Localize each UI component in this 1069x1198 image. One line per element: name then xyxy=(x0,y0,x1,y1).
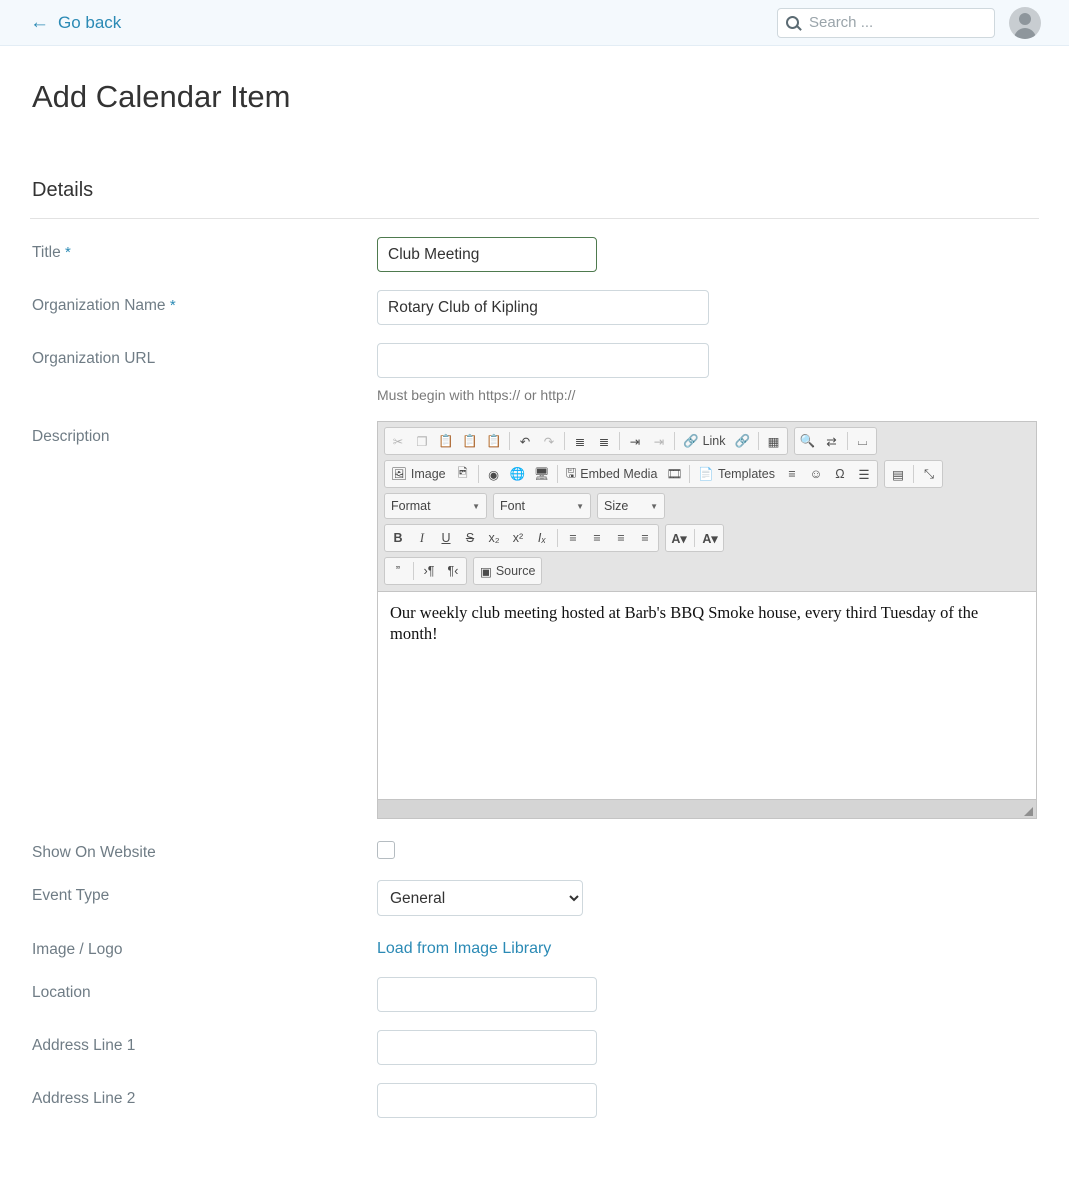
flash-icon[interactable]: ◉ xyxy=(488,467,500,482)
align-left-icon[interactable]: ≡ xyxy=(569,531,577,545)
templates-icon: 📄 xyxy=(698,466,714,481)
top-bar-right xyxy=(777,7,1041,39)
paste-text-icon[interactable]: 📋 xyxy=(462,433,478,448)
justify-icon[interactable]: ≡ xyxy=(641,531,649,545)
separator xyxy=(557,465,558,483)
subscript-icon[interactable]: x₂ xyxy=(488,531,500,545)
search-input[interactable] xyxy=(807,13,986,32)
go-back-label: Go back xyxy=(58,12,122,32)
templates-label: Templates xyxy=(717,467,775,481)
color-group xyxy=(665,524,724,552)
organization-url-helper: Must begin with https:// or http:// xyxy=(377,387,576,403)
numbered-list-icon[interactable]: ≣ xyxy=(574,434,586,449)
font-select-label: Font xyxy=(500,499,526,513)
superscript-icon[interactable]: x² xyxy=(512,531,524,545)
omega-icon[interactable]: Ω xyxy=(835,467,845,481)
label-image-logo: Image / Logo xyxy=(32,941,123,958)
unlink-icon[interactable]: 🔗 xyxy=(734,433,751,448)
search-icon xyxy=(786,16,799,29)
chevron-down-icon: ▼ xyxy=(576,501,584,511)
address-line-2-input[interactable] xyxy=(377,1083,597,1118)
section-divider xyxy=(30,218,1039,219)
remove-format-icon[interactable]: Iₓ xyxy=(537,531,547,545)
text-highlight-icon[interactable]: A▾ xyxy=(671,531,687,546)
organization-name-input[interactable] xyxy=(377,290,709,325)
separator xyxy=(694,529,695,547)
show-on-website-checkbox[interactable] xyxy=(377,841,395,859)
label-organization-url: Organization URL xyxy=(32,350,156,367)
paste-icon[interactable]: 📋 xyxy=(438,433,454,448)
organization-url-input[interactable] xyxy=(377,343,709,378)
page-body xyxy=(0,79,1069,1118)
separator xyxy=(674,432,675,450)
separator xyxy=(619,432,620,450)
insert-image-icon[interactable]: 🖻 xyxy=(457,465,468,480)
cut-icon[interactable]: ✂ xyxy=(392,434,404,449)
clipboard-group xyxy=(384,427,788,455)
address-line-1-input[interactable] xyxy=(377,1030,597,1065)
show-blocks-icon[interactable]: ▤ xyxy=(892,467,904,482)
bulleted-list-icon[interactable]: ≣ xyxy=(598,434,610,449)
source-group xyxy=(473,557,542,585)
location-input[interactable] xyxy=(377,977,597,1012)
size-select-label: Size xyxy=(604,499,629,513)
separator xyxy=(758,432,759,450)
rtl-icon[interactable]: ¶‹ xyxy=(447,564,459,578)
rich-text-editor xyxy=(377,421,1037,819)
field-row-organization-name xyxy=(30,290,1039,325)
iframe-icon[interactable]: 🖥 xyxy=(533,466,550,481)
required-marker: * xyxy=(169,297,176,314)
field-row-event-type xyxy=(30,880,1039,916)
link-label: Link xyxy=(702,434,726,448)
format-select-label: Format xyxy=(391,499,431,513)
toolbar-row-2 xyxy=(384,460,1030,488)
separator xyxy=(509,432,510,450)
separator xyxy=(689,465,690,483)
source-icon: ▣ xyxy=(480,564,492,579)
field-row-show-on-website xyxy=(30,837,1039,862)
underline-icon[interactable]: U xyxy=(441,531,451,545)
search-box[interactable] xyxy=(777,8,995,38)
event-type-select[interactable] xyxy=(377,880,583,916)
toolbar-row-1 xyxy=(384,427,1030,455)
editor-resize-handle[interactable] xyxy=(378,799,1036,818)
separator xyxy=(913,465,914,483)
link-button[interactable] xyxy=(678,429,731,453)
editor-toolbar xyxy=(378,422,1036,592)
label-location: Location xyxy=(32,984,91,1001)
page-break-icon[interactable]: ☰ xyxy=(858,467,870,482)
table-icon[interactable]: ▦ xyxy=(767,434,780,449)
font-select[interactable] xyxy=(493,493,591,519)
bold-icon[interactable]: B xyxy=(393,531,403,545)
link-icon: 🔗 xyxy=(683,433,699,448)
chevron-down-icon: ▼ xyxy=(472,501,480,511)
label-organization-name: Organization Name * xyxy=(32,297,176,314)
field-row-location xyxy=(30,977,1039,1012)
title-input[interactable] xyxy=(377,237,597,272)
source-button[interactable] xyxy=(475,559,540,583)
separator xyxy=(557,529,558,547)
editor-content[interactable]: Our weekly club meeting hosted at Barb's BBQ Smoke house, every third Tuesday of the month! xyxy=(390,603,979,644)
text-color-icon[interactable]: A▾ xyxy=(702,531,718,546)
find-group xyxy=(794,427,877,455)
required-marker: * xyxy=(65,244,71,261)
chevron-down-icon: ▼ xyxy=(650,501,658,511)
find-icon[interactable]: 🔍 xyxy=(799,433,816,448)
embed-media-button[interactable] xyxy=(561,462,663,486)
media-embed-icon[interactable]: 🎞 xyxy=(666,466,683,481)
field-row-title xyxy=(30,237,1039,272)
paragraph-group xyxy=(384,557,467,585)
text-format-group xyxy=(384,524,659,552)
page-title: Add Calendar Item xyxy=(32,79,291,114)
ltr-icon[interactable]: ›¶ xyxy=(423,564,435,578)
image-button[interactable] xyxy=(386,462,451,486)
avatar[interactable] xyxy=(1009,7,1041,39)
field-row-image-logo xyxy=(30,934,1039,959)
undo-icon[interactable]: ↶ xyxy=(519,434,531,449)
copy-icon[interactable]: ❐ xyxy=(416,434,428,449)
arrow-left-icon: ← xyxy=(30,12,49,33)
section-title-details: Details xyxy=(32,179,94,201)
toolbar-row-5 xyxy=(384,557,1030,585)
go-back-button[interactable] xyxy=(30,13,121,33)
insert-group xyxy=(384,460,878,488)
italic-icon[interactable]: I xyxy=(419,530,425,545)
label-show-on-website: Show On Website xyxy=(32,844,156,861)
source-label: Source xyxy=(495,564,536,578)
format-select[interactable] xyxy=(384,493,487,519)
templates-button[interactable] xyxy=(693,462,780,486)
smiley-icon[interactable]: ☺ xyxy=(809,467,823,481)
decrease-indent-icon[interactable]: ⇥ xyxy=(629,434,641,449)
label-event-type: Event Type xyxy=(32,887,110,904)
toolbar-row-3 xyxy=(384,493,1030,519)
select-all-icon[interactable]: ⌴ xyxy=(857,433,868,448)
separator xyxy=(564,432,565,450)
label-address-line-1: Address Line 1 xyxy=(32,1037,136,1054)
toolbar-row-4 xyxy=(384,524,1030,552)
maximize-icon[interactable]: ⤡ xyxy=(923,466,934,481)
label-title: Title * xyxy=(32,244,71,261)
top-bar xyxy=(0,0,1069,46)
view-group xyxy=(884,460,943,488)
align-right-icon[interactable]: ≡ xyxy=(617,531,625,545)
document-icon[interactable]: ≡ xyxy=(788,467,796,481)
embed-media-icon: 🖫 xyxy=(565,465,577,480)
field-row-address-line-2 xyxy=(30,1083,1039,1118)
align-center-icon[interactable]: ≡ xyxy=(593,531,601,545)
embed-media-label: Embed Media xyxy=(580,467,658,481)
separator xyxy=(413,562,414,580)
separator xyxy=(478,465,479,483)
field-row-organization-url xyxy=(30,343,1039,403)
label-description: Description xyxy=(32,428,110,445)
redo-icon[interactable]: ↷ xyxy=(543,434,555,449)
image-label: Image xyxy=(410,467,446,481)
replace-icon[interactable]: ⇄ xyxy=(826,434,837,449)
size-select[interactable] xyxy=(597,493,665,519)
image-icon: 🖼 xyxy=(391,466,407,481)
blockquote-icon[interactable]: ” xyxy=(395,564,401,578)
load-from-image-library-link[interactable]: Load from Image Library xyxy=(377,940,552,957)
field-row-description xyxy=(30,421,1039,819)
separator xyxy=(847,432,848,450)
field-row-address-line-1 xyxy=(30,1030,1039,1065)
label-address-line-2: Address Line 2 xyxy=(32,1090,136,1107)
paste-word-icon[interactable]: 📋 xyxy=(486,433,502,448)
strikethrough-icon[interactable]: S xyxy=(465,531,475,545)
increase-indent-icon[interactable]: ⇥ xyxy=(653,434,665,449)
globe-icon[interactable]: 🌐 xyxy=(509,466,526,481)
